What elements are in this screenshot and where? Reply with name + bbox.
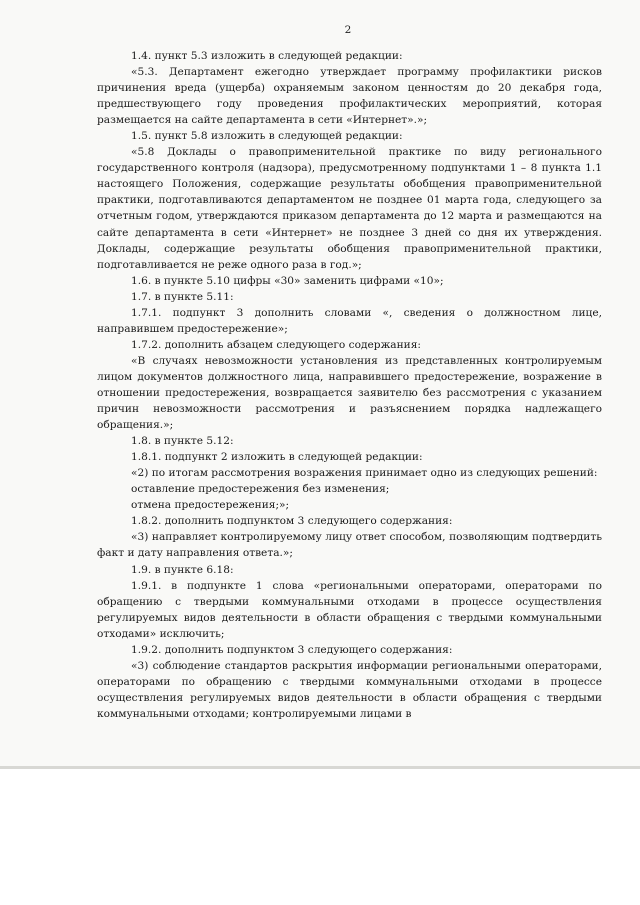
paragraph-option-keep: оставление предостережения без изменения; [131, 483, 390, 496]
paragraph-option-cancel: отмена предостережения;»; [131, 499, 290, 512]
paragraph-1-4: 1.4. пункт 5.3 изложить в следующей редакции: [131, 50, 403, 62]
paragraph-1-8-2: 1.8.2. дополнить подпунктом 3 следующего содержания: [131, 515, 453, 528]
paragraph-1-5: 1.5. пункт 5.8 изложить в следующей редакции: [131, 130, 403, 143]
paragraph-subitem-3-response: «3) направляет контролируемому лицу ответ способом, позволяющим подтвердить факт и дату направления ответа.»; [97, 531, 602, 560]
paragraph-5-8-text: «5.8 Доклады о правоприменительной практике по виду регионального государственного контроля (надзора), предусмотренному подпунктами 1 – 8 пункта 1.1 настоящего Положения, содержащие результаты обобщения правоприменительной практики, подготавливаются департаментом не позднее 01 марта года, следующего за отчетным годом, утверждаются приказом департамента до 12 марта и размещаются на сайте департамента в сети «Интернет» не позднее 3 дней со дня их утверждения. Доклады, содержащие результаты обобщения правоприменительной практики, подготавливается не реже одного раза в год.»; [97, 146, 602, 271]
page-number: 2 [344, 24, 352, 36]
paragraph-1-7-1: 1.7.1. подпункт 3 дополнить словами «, сведения о должностном лице, направившем предостережение»; [97, 306, 602, 335]
paragraph-1-8: 1.8. в пункте 5.12: [131, 435, 234, 448]
document-body [97, 48, 602, 722]
paragraph-1-6: 1.6. в пункте 5.10 цифры «30» заменить цифрами «10»; [131, 274, 444, 287]
paragraph-subitem-2: «2) по итогам рассмотрения возражения принимает одно из следующих решений: [131, 467, 598, 480]
paragraph-1-9-1: 1.9.1. в подпункте 1 слова «региональными операторами, операторами по обращению с твердыми коммунальными отходами в процессе осуществления регулируемых видов деятельности в области обращения с твердыми коммунальными отходами» исключить; [97, 579, 602, 640]
paragraph-5-3-text: «5.3. Департамент ежегодно утверждает программу профилактики рисков причинения вреда (ущерба) охраняемым законом ценностям до 20 декабря года, предшествующего году проведения профилактических мероприятий, которая размещается на сайте департамента в сети «Интернет».»; [97, 66, 602, 127]
paragraph-subitem-3-standards: «3) соблюдение стандартов раскрытия информации региональными операторами, операторами по обращению с твердыми коммунальными отходами в процессе осуществления регулируемых видов деятельности в области обращения с твердыми коммунальными отходами; контролируемыми лицами в [97, 659, 602, 720]
paragraph-1-9-2: 1.9.2. дополнить подпунктом 3 следующего содержания: [131, 643, 453, 656]
paragraph-1-7: 1.7. в пункте 5.11: [131, 290, 234, 303]
paragraph-5-11-addition: «В случаях невозможности установления из представленных контролируемым лицом документов должностного лица, направившего предостережение, возражение в отношении предостережения, возвращается заявителю без рассмотрения с указанием причин невозможности рассмотрения и разъяснением порядка надлежащего обращения.»; [97, 354, 602, 432]
paragraph-1-7-2: 1.7.2. дополнить абзацем следующего содержания: [131, 338, 421, 351]
page-bottom-edge [0, 766, 640, 769]
paragraph-1-9: 1.9. в пункте 6.18: [131, 563, 234, 576]
paragraph-1-8-1: 1.8.1. подпункт 2 изложить в следующей редакции: [131, 451, 423, 464]
